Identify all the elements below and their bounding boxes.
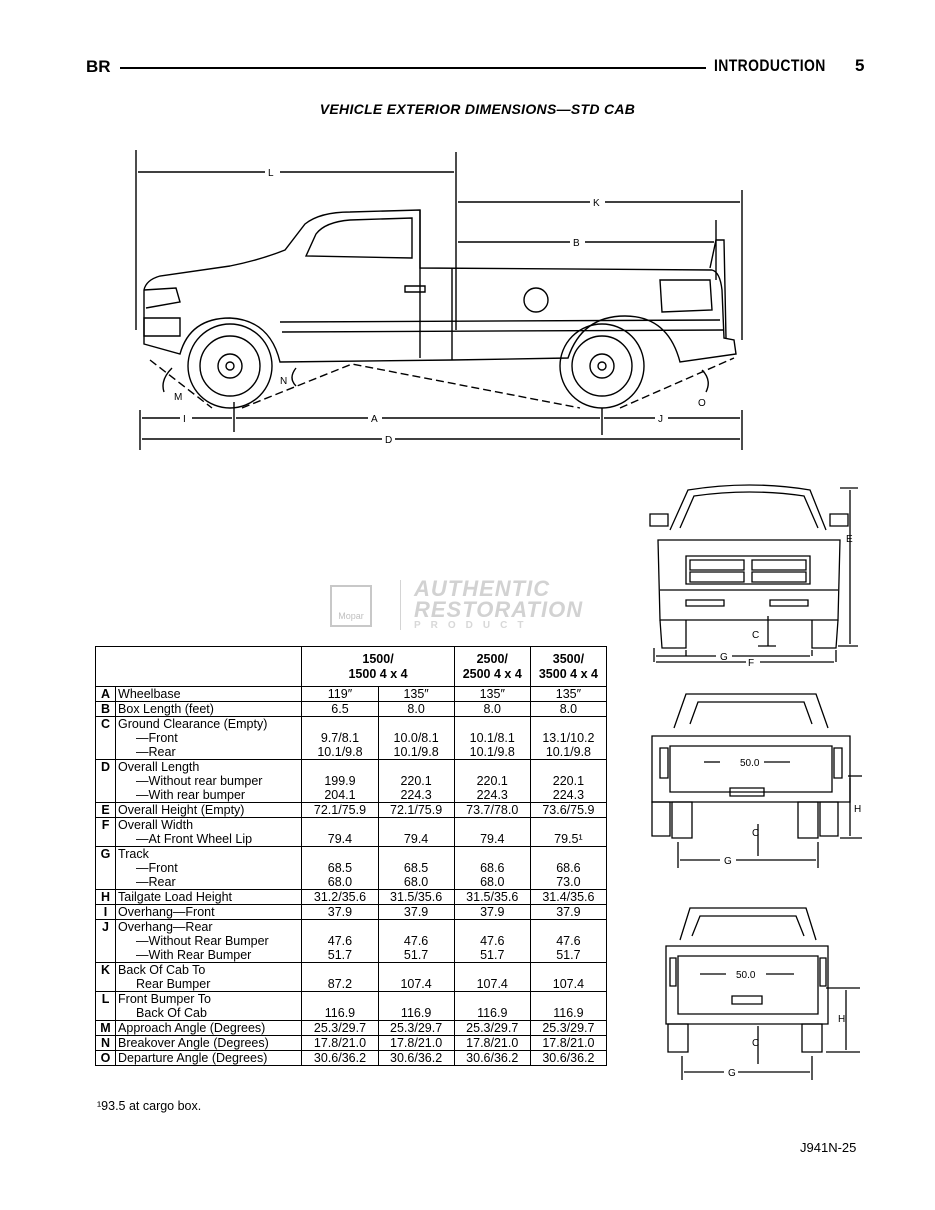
table-row	[96, 920, 607, 963]
row-value: 31.4/35.6	[530, 890, 606, 905]
row-label: Back Of Cab To Rear Bumper	[116, 963, 302, 992]
table-header-row	[96, 647, 607, 687]
row-value: 135″	[454, 687, 530, 702]
row-value: 72.1/75.9	[378, 803, 454, 818]
header-section-title: INTRODUCTION	[714, 56, 826, 75]
row-value: 220.1 224.3	[530, 760, 606, 803]
rear-view-drawing-2	[656, 900, 866, 1086]
row-letter: N	[96, 1036, 116, 1051]
row-value: 107.4	[530, 963, 606, 992]
row-value: 6.5	[302, 702, 378, 717]
row-label: Track —Front —Rear	[116, 847, 302, 890]
row-value: 116.9	[454, 992, 530, 1021]
dim-M-label: M	[174, 392, 183, 403]
front-G-label: G	[720, 652, 728, 663]
row-value: 17.8/21.0	[302, 1036, 378, 1051]
row-value: 31.5/35.6	[454, 890, 530, 905]
row-value: 220.1 224.3	[378, 760, 454, 803]
front-E-label: E	[846, 534, 853, 545]
row-value: 17.8/21.0	[454, 1036, 530, 1051]
watermark-divider	[400, 580, 401, 630]
row-value: 10.1/8.1 10.1/9.8	[454, 717, 530, 760]
row-value: 199.9 204.1	[302, 760, 378, 803]
table-row	[96, 1051, 607, 1066]
row-label: Approach Angle (Degrees)	[116, 1021, 302, 1036]
rear1-C-label: C	[752, 828, 760, 839]
row-value: 25.3/29.7	[302, 1021, 378, 1036]
page-title: VEHICLE EXTERIOR DIMENSIONS—STD CAB	[319, 101, 636, 117]
row-value: 37.9	[454, 905, 530, 920]
row-value: 10.0/8.1 10.1/9.8	[378, 717, 454, 760]
table-row	[96, 717, 607, 760]
rear2-H-label: H	[838, 1014, 846, 1025]
table-row	[96, 803, 607, 818]
row-value: 30.6/36.2	[530, 1051, 606, 1066]
row-label: Front Bumper To Back Of Cab	[116, 992, 302, 1021]
table-row	[96, 1036, 607, 1051]
row-value: 37.9	[302, 905, 378, 920]
row-value: 79.4	[454, 818, 530, 847]
table-row	[96, 992, 607, 1021]
row-value: 107.4	[378, 963, 454, 992]
row-value: 47.6 51.7	[454, 920, 530, 963]
table-row	[96, 702, 607, 717]
row-value: 68.6 73.0	[530, 847, 606, 890]
table-row	[96, 905, 607, 920]
dim-K-label: K	[593, 198, 600, 209]
row-value: 30.6/36.2	[454, 1051, 530, 1066]
rear1-H-label: H	[854, 804, 862, 815]
front-F-label: F	[748, 658, 755, 669]
row-letter: A	[96, 687, 116, 702]
row-letter: K	[96, 963, 116, 992]
row-value: 87.2	[302, 963, 378, 992]
rear-view-drawing-1	[640, 688, 865, 874]
dim-N-label: N	[280, 376, 288, 387]
dim-L-label: L	[268, 168, 274, 179]
row-label: Wheelbase	[116, 687, 302, 702]
row-value: 47.6 51.7	[378, 920, 454, 963]
row-label: Tailgate Load Height	[116, 890, 302, 905]
dim-J-label: J	[658, 414, 663, 425]
row-value: 9.7/8.1 10.1/9.8	[302, 717, 378, 760]
row-label: Ground Clearance (Empty) —Front —Rear	[116, 717, 302, 760]
table-header-blank	[96, 647, 302, 687]
dim-O-label: O	[698, 398, 706, 409]
row-letter: L	[96, 992, 116, 1021]
rear1-width-label: 50.0	[740, 758, 760, 769]
row-value: 47.6 51.7	[530, 920, 606, 963]
row-value: 135″	[378, 687, 454, 702]
row-label: Overhang—Rear —Without Rear Bumper —With Rear Bumper	[116, 920, 302, 963]
rear2-G-label: G	[728, 1068, 736, 1079]
table-row	[96, 1021, 607, 1036]
page-number: 5	[855, 56, 865, 75]
row-value: 73.6/75.9	[530, 803, 606, 818]
row-value: 116.9	[302, 992, 378, 1021]
row-label: Overall Width —At Front Wheel Lip	[116, 818, 302, 847]
row-letter: M	[96, 1021, 116, 1036]
row-value: 116.9	[530, 992, 606, 1021]
row-value: 25.3/29.7	[378, 1021, 454, 1036]
dim-A-label: A	[371, 414, 378, 425]
row-value: 135″	[530, 687, 606, 702]
rear2-width-label: 50.0	[736, 970, 756, 981]
header-rule	[120, 67, 706, 69]
row-letter: B	[96, 702, 116, 717]
row-value: 73.7/78.0	[454, 803, 530, 818]
row-value: 8.0	[454, 702, 530, 717]
row-label: Overall Height (Empty)	[116, 803, 302, 818]
side-view-drawing	[120, 140, 750, 460]
table-header-2500: 2500/ 2500 4 x 4	[454, 647, 530, 687]
row-value: 79.4	[302, 818, 378, 847]
front-view-drawing	[640, 480, 865, 670]
row-value: 68.6 68.0	[454, 847, 530, 890]
row-letter: E	[96, 803, 116, 818]
row-label: Breakover Angle (Degrees)	[116, 1036, 302, 1051]
row-value: 17.8/21.0	[378, 1036, 454, 1051]
footnote: ¹93.5 at cargo box.	[97, 1099, 202, 1113]
figure-id: J941N-25	[800, 1140, 857, 1155]
row-value: 31.2/35.6	[302, 890, 378, 905]
row-label: Overhang—Front	[116, 905, 302, 920]
row-letter: O	[96, 1051, 116, 1066]
row-value: 107.4	[454, 963, 530, 992]
row-label: Departure Angle (Degrees)	[116, 1051, 302, 1066]
row-value: 37.9	[530, 905, 606, 920]
row-value: 17.8/21.0	[530, 1036, 606, 1051]
row-value: 47.6 51.7	[302, 920, 378, 963]
row-label: Box Length (feet)	[116, 702, 302, 717]
dimensions-table	[95, 646, 607, 1066]
row-value: 30.6/36.2	[378, 1051, 454, 1066]
row-value: 8.0	[378, 702, 454, 717]
row-letter: G	[96, 847, 116, 890]
row-value: 116.9	[378, 992, 454, 1021]
header-section-code: BR	[86, 57, 111, 76]
row-value: 25.3/29.7	[530, 1021, 606, 1036]
table-header-3500: 3500/ 3500 4 x 4	[530, 647, 606, 687]
rear1-G-label: G	[724, 856, 732, 867]
table-row	[96, 847, 607, 890]
row-value: 30.6/36.2	[302, 1051, 378, 1066]
watermark-text: AUTHENTIC RESTORATION	[414, 576, 584, 622]
row-letter: J	[96, 920, 116, 963]
table-row	[96, 687, 607, 702]
dim-B-label: B	[573, 238, 580, 249]
row-value: 31.5/35.6	[378, 890, 454, 905]
row-value: 37.9	[378, 905, 454, 920]
dim-D-label: D	[385, 435, 393, 446]
row-letter: H	[96, 890, 116, 905]
watermark-logo: Mopar	[330, 585, 372, 627]
table-header-1500: 1500/ 1500 4 x 4	[302, 647, 454, 687]
row-label: Overall Length —Without rear bumper —With rear bumper	[116, 760, 302, 803]
row-value: 220.1 224.3	[454, 760, 530, 803]
dim-I-label: I	[183, 414, 186, 425]
row-letter: I	[96, 905, 116, 920]
row-value: 72.1/75.9	[302, 803, 378, 818]
row-value: 13.1/10.2 10.1/9.8	[530, 717, 606, 760]
row-letter: D	[96, 760, 116, 803]
table-row	[96, 890, 607, 905]
row-value: 119″	[302, 687, 378, 702]
rear2-C-label: C	[752, 1038, 760, 1049]
table-row	[96, 963, 607, 992]
row-value: 79.5¹	[530, 818, 606, 847]
row-value: 8.0	[530, 702, 606, 717]
front-C-label: C	[752, 630, 760, 641]
table-row	[96, 818, 607, 847]
row-value: 79.4	[378, 818, 454, 847]
row-value: 25.3/29.7	[454, 1021, 530, 1036]
row-letter: C	[96, 717, 116, 760]
table-row	[96, 760, 607, 803]
watermark-subtext: PRODUCT	[414, 620, 534, 631]
row-value: 68.5 68.0	[302, 847, 378, 890]
row-letter: F	[96, 818, 116, 847]
row-value: 68.5 68.0	[378, 847, 454, 890]
